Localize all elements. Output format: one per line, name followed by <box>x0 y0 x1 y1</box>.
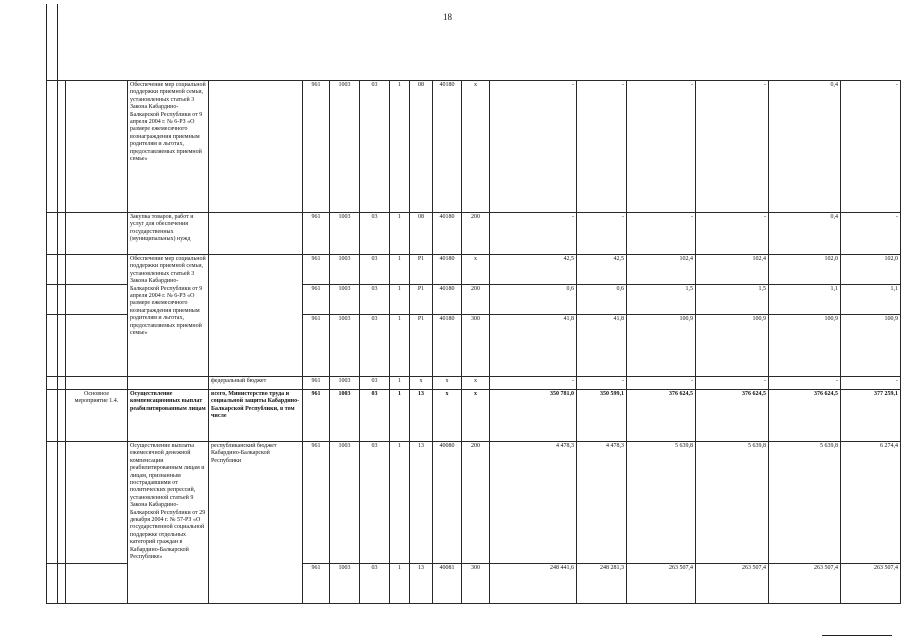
value-cell: 100,9 <box>769 315 841 377</box>
budget-table <box>46 80 901 604</box>
value-cell: 102,0 <box>841 255 901 285</box>
code-program: 1 <box>390 81 410 213</box>
value-cell: 100,9 <box>841 315 901 377</box>
bottom-rule <box>822 635 892 636</box>
code-activity: 13 <box>410 442 433 564</box>
value-cell: 41,8 <box>577 315 627 377</box>
value-cell: 376 624,5 <box>696 390 769 442</box>
value-cell: 100,9 <box>696 315 769 377</box>
row-source <box>209 255 303 377</box>
value-cell: - <box>490 81 577 213</box>
code-grbs: 961 <box>303 81 330 213</box>
code-activity: 08 <box>410 81 433 213</box>
row-source <box>209 213 303 255</box>
value-cell: 5 639,8 <box>696 442 769 564</box>
value-cell: 376 624,5 <box>769 390 841 442</box>
value-cell: 102,0 <box>769 255 841 285</box>
code-program: 1 <box>390 390 410 442</box>
code-section: 1003 <box>330 564 360 604</box>
code-section: 1003 <box>330 255 360 285</box>
row-description: Обеспечение мер социальной поддержки приемной семьи, установленных статьей 3 Закона Кабардино-Балкарской Республики от 9 апреля 2004 г. № 6-РЗ «О размере ежемесячного вознаграждения приемным родителям и льготах, предоставляемых приемной семье» <box>128 255 209 377</box>
value-cell: 4 478,3 <box>577 442 627 564</box>
value-cell: - <box>769 377 841 390</box>
code-activity: 08 <box>410 213 433 255</box>
code-direction: 40180 <box>433 285 462 315</box>
code-section: 1003 <box>330 442 360 564</box>
value-cell: 42,5 <box>577 255 627 285</box>
value-cell: 0,6 <box>577 285 627 315</box>
value-cell: 1,5 <box>696 285 769 315</box>
table-row <box>47 81 901 213</box>
row-description: Закупка товаров, работ и услуг для обеспечения государственных (муниципальных) нужд <box>128 213 209 255</box>
code-activity: х <box>410 377 433 390</box>
code-subsection: 03 <box>360 564 390 604</box>
value-cell: - <box>696 213 769 255</box>
code-subsection: 03 <box>360 255 390 285</box>
code-grbs: 961 <box>303 377 330 390</box>
value-cell: 6 274,4 <box>841 442 901 564</box>
code-direction: 40180 <box>433 255 462 285</box>
row-description: Осуществление выплаты ежемесячной денежной компенсации реабилитированным лицам и лицам, признанным пострадавшими от политических репрессий, установленной статьей 9 Закона Кабардино-Балкарской Республики от 29 декабря 2004 г. № 57-РЗ «О государственной социальной поддержке отдельных категорий граждан в Кабардино-Балкарской Республике» <box>128 442 209 604</box>
code-expense-type: 200 <box>462 285 490 315</box>
code-program: 1 <box>390 285 410 315</box>
value-cell: 263 507,4 <box>769 564 841 604</box>
code-subsection: 03 <box>360 213 390 255</box>
code-program: 1 <box>390 442 410 564</box>
code-section: 1003 <box>330 213 360 255</box>
code-section: 1003 <box>330 315 360 377</box>
value-cell: 263 507,4 <box>627 564 696 604</box>
activity-category: Основное мероприятие 1.4. <box>66 390 128 442</box>
code-program: 1 <box>390 377 410 390</box>
row-source <box>209 81 303 213</box>
page-number: 18 <box>443 12 452 22</box>
value-cell: 0,4 <box>769 81 841 213</box>
value-cell: 41,8 <box>490 315 577 377</box>
code-grbs: 961 <box>303 442 330 564</box>
value-cell: - <box>577 213 627 255</box>
table-row <box>47 213 901 255</box>
value-cell: 100,9 <box>627 315 696 377</box>
code-section: 1003 <box>330 390 360 442</box>
value-cell: 0,6 <box>490 285 577 315</box>
code-subsection: 03 <box>360 442 390 564</box>
value-cell: 377 259,1 <box>841 390 901 442</box>
value-cell: 5 639,8 <box>769 442 841 564</box>
value-cell: - <box>627 377 696 390</box>
value-cell: 350 781,0 <box>490 390 577 442</box>
value-cell: - <box>627 213 696 255</box>
code-program: 1 <box>390 213 410 255</box>
code-activity: Р1 <box>410 255 433 285</box>
code-section: 1003 <box>330 285 360 315</box>
table-row <box>47 390 901 442</box>
row-description: Обеспечение мер социальной поддержки приемной семьи, установленных статьей 3 Закона Кабардино-Балкарской Республики от 9 апреля 2004 г. № 6-РЗ «О размере ежемесячного вознаграждения приемным родителям и льготах, предоставляемых приемной семье» <box>128 81 209 213</box>
row-description <box>128 377 209 390</box>
code-grbs: 961 <box>303 255 330 285</box>
value-cell: 248 441,6 <box>490 564 577 604</box>
row-description: Осуществление компенсационных выплат реабилитированным лицам <box>128 390 209 442</box>
row-source: республиканский бюджет Кабардино-Балкарской Республики <box>209 442 303 604</box>
code-subsection: 03 <box>360 285 390 315</box>
value-cell: - <box>627 81 696 213</box>
value-cell: 1,5 <box>627 285 696 315</box>
value-cell: 5 639,8 <box>627 442 696 564</box>
left-margin-line-2 <box>57 4 58 80</box>
row-source: всего, Министерство труда и социальной защиты Кабардино-Балкарской Республики, в том числе <box>209 390 303 442</box>
code-subsection: 03 <box>360 390 390 442</box>
code-direction: 40080 <box>433 442 462 564</box>
value-cell: 263 507,4 <box>841 564 901 604</box>
table-row <box>47 377 901 390</box>
code-expense-type: 200 <box>462 213 490 255</box>
value-cell: 4 478,3 <box>490 442 577 564</box>
code-section: 1003 <box>330 81 360 213</box>
code-subsection: 03 <box>360 81 390 213</box>
code-expense-type: 300 <box>462 315 490 377</box>
code-expense-type: 300 <box>462 564 490 604</box>
code-section: 1003 <box>330 377 360 390</box>
code-direction: 40180 <box>433 315 462 377</box>
code-direction: х <box>433 377 462 390</box>
code-program: 1 <box>390 315 410 377</box>
value-cell: 1,1 <box>841 285 901 315</box>
value-cell: - <box>696 81 769 213</box>
value-cell: 102,4 <box>696 255 769 285</box>
value-cell: - <box>577 81 627 213</box>
code-grbs: 961 <box>303 213 330 255</box>
value-cell: 248 281,3 <box>577 564 627 604</box>
value-cell: 1,1 <box>769 285 841 315</box>
code-expense-type: х <box>462 377 490 390</box>
code-direction: 40180 <box>433 81 462 213</box>
value-cell: 263 507,4 <box>696 564 769 604</box>
code-expense-type: х <box>462 255 490 285</box>
value-cell: - <box>841 213 901 255</box>
value-cell: - <box>577 377 627 390</box>
code-activity: Р1 <box>410 285 433 315</box>
value-cell: - <box>490 377 577 390</box>
value-cell: - <box>841 81 901 213</box>
code-direction: х <box>433 390 462 442</box>
code-expense-type: х <box>462 390 490 442</box>
code-direction: 40081 <box>433 564 462 604</box>
code-activity: Р1 <box>410 315 433 377</box>
table-row <box>47 442 901 564</box>
value-cell: - <box>696 377 769 390</box>
code-program: 1 <box>390 255 410 285</box>
code-program: 1 <box>390 564 410 604</box>
value-cell: 350 599,1 <box>577 390 627 442</box>
code-subsection: 03 <box>360 377 390 390</box>
code-grbs: 961 <box>303 315 330 377</box>
code-activity: 13 <box>410 564 433 604</box>
code-expense-type: х <box>462 81 490 213</box>
value-cell: 42,5 <box>490 255 577 285</box>
value-cell: 102,4 <box>627 255 696 285</box>
value-cell: - <box>841 377 901 390</box>
code-grbs: 961 <box>303 285 330 315</box>
code-expense-type: 200 <box>462 442 490 564</box>
code-direction: 40180 <box>433 213 462 255</box>
value-cell: 376 624,5 <box>627 390 696 442</box>
value-cell: - <box>490 213 577 255</box>
row-source: федеральный бюджет <box>209 377 303 390</box>
table-row <box>47 255 901 285</box>
code-subsection: 03 <box>360 315 390 377</box>
left-margin-line <box>46 4 47 80</box>
code-grbs: 961 <box>303 564 330 604</box>
value-cell: 0,4 <box>769 213 841 255</box>
code-grbs: 961 <box>303 390 330 442</box>
code-activity: 13 <box>410 390 433 442</box>
